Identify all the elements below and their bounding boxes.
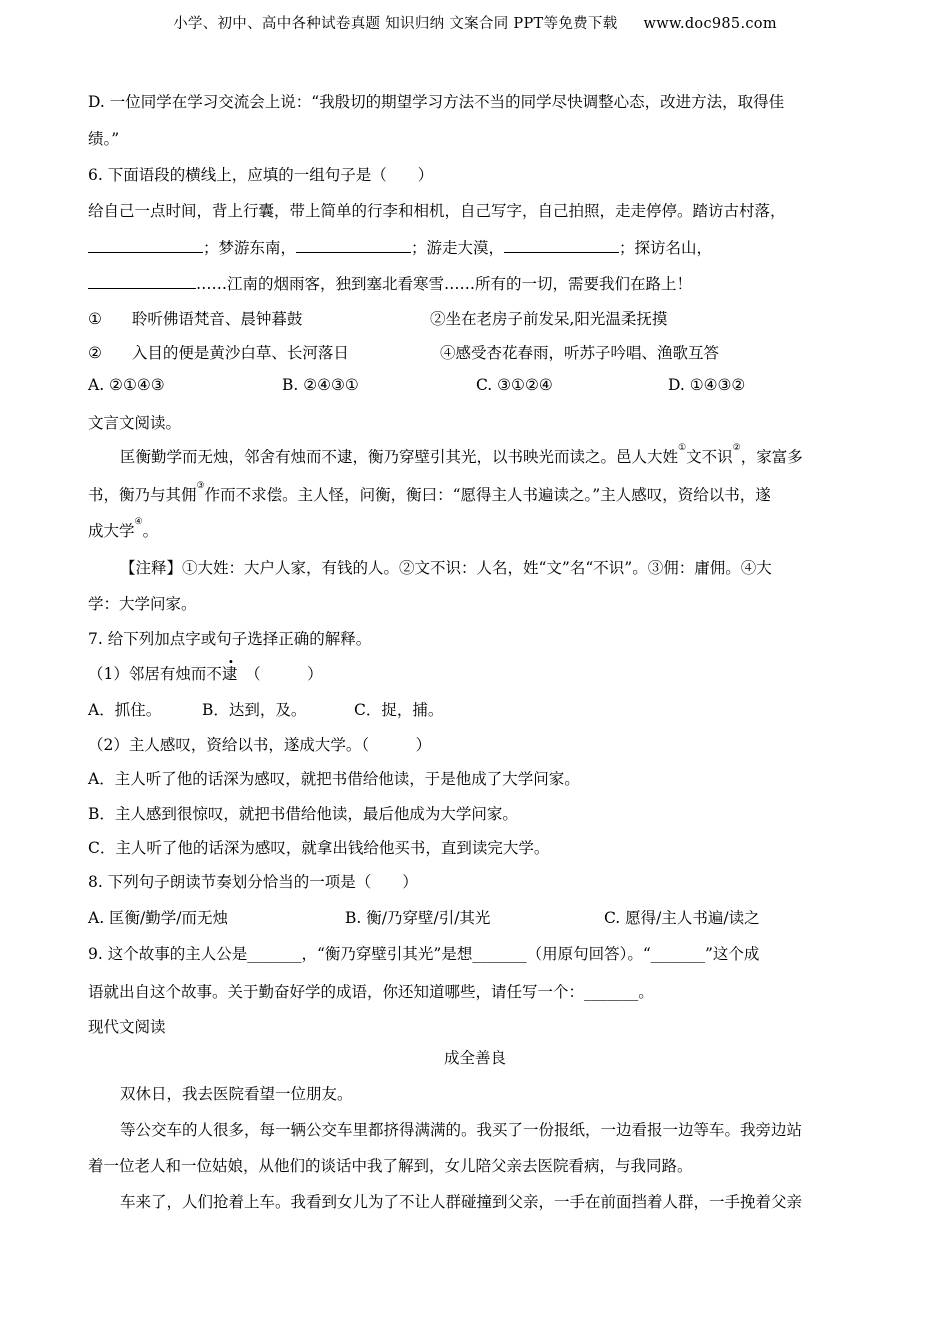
header-url[interactable]: www.doc985.com xyxy=(643,16,777,32)
q7-sub2-option-a[interactable]: A．主人听了他的话深为感叹，就把书借给他读，于是他成了大学问家。 xyxy=(88,770,580,788)
q7-sub1-text: （1）邻居有烛而不 xyxy=(88,665,222,683)
classical-passage-line1 xyxy=(120,445,803,467)
q8-stem: 8. 下列句子朗读节奏划分恰当的一项是（ ） xyxy=(88,873,418,891)
q6-paragraph-line1: 给自己一点时间，背上行囊，带上简单的行李和相机，自己写字，自己拍照，走走停停。踏访古村落， xyxy=(88,202,786,220)
note-ref-1: ① xyxy=(678,443,687,453)
passage-text-1b: 文不识 xyxy=(686,448,733,466)
passage-text-2b: 作而不求偿。主人怪，问衡，衡曰：“愿得主人书遍读之。”主人感叹，资给以书，遂 xyxy=(204,486,771,504)
q6-blank-4[interactable] xyxy=(88,273,196,289)
q9-line1: 9. 这个故事的主人公是_______，“衡乃穿壁引其光”是想_______（用原句回答）。“_______”这个成 xyxy=(88,945,760,963)
passage-text-3a: 成大学 xyxy=(88,522,135,540)
q6-paragraph-line2 xyxy=(88,236,712,258)
q6-blank-1[interactable] xyxy=(88,237,203,253)
q7-sub1-option-c[interactable]: C．捉，捕。 xyxy=(354,701,444,719)
classical-heading: 文言文阅读。 xyxy=(88,414,182,432)
article-title: 成全善良 xyxy=(443,1049,506,1067)
classical-passage-line2 xyxy=(88,483,771,505)
q6-segment-3: ；探访名山， xyxy=(619,239,713,257)
passage-text-2a: 书，衡乃与其佣 xyxy=(88,486,197,504)
article-paragraph-2-line2: 着一位老人和一位姑娘，从他们的谈话中我了解到，女儿陪父亲去医院看病，与我同路。 xyxy=(88,1157,693,1175)
q6-option-a[interactable]: A. ②①④③ xyxy=(88,376,165,394)
q6-option-c[interactable]: C. ③①②④ xyxy=(476,376,553,394)
q6-segment-2: ；游走大漠， xyxy=(411,239,505,257)
note-ref-3: ③ xyxy=(196,481,205,491)
q6-item-1-text: 聆听佛语梵音、晨钟暮鼓 xyxy=(131,310,303,328)
q6-segment-4: ……江南的烟雨客，独到塞北看寒雪……所有的一切，需要我们在路上！ xyxy=(196,275,693,293)
q7-sub1 xyxy=(88,662,323,684)
classical-passage-line3 xyxy=(88,519,158,541)
q9-line2: 语就出自这个故事。关于勤奋好学的成语，你还知道哪些，请任写一个：_______。 xyxy=(88,983,654,1001)
q6-stem: 6. 下面语段的横线上，应填的一组句子是（ ） xyxy=(88,166,434,184)
q6-paragraph-line3 xyxy=(88,272,692,294)
q6-item-3-text: 入目的便是黄沙白草、长河落日 xyxy=(131,344,349,362)
q8-option-a[interactable]: A. 匡衡/勤学/而无烛 xyxy=(88,909,228,927)
passage-text-3b: 。 xyxy=(142,522,159,540)
q8-option-b[interactable]: B. 衡/乃穿壁/引/其光 xyxy=(345,909,491,927)
q6-item-3-num: ② xyxy=(88,344,102,362)
q8-option-c[interactable]: C. 愿得/主人书遍/读之 xyxy=(604,909,760,927)
q5-option-d-line2: 绩。” xyxy=(88,130,120,148)
q5-option-d-line1: D. 一位同学在学习交流会上说：“我殷切的期望学习方法不当的同学尽快调整心态，改进方法，取得佳 xyxy=(88,93,785,111)
q6-option-d[interactable]: D. ①④③② xyxy=(668,376,746,394)
q7-sub1-option-a[interactable]: A．抓住。 xyxy=(88,701,162,719)
note-ref-4: ④ xyxy=(134,517,143,527)
passage-text-1a: 匡衡勤学而无烛，邻舍有烛而不逮，衡乃穿壁引其光，以书映光而读之。邑人大姓 xyxy=(120,448,679,466)
q6-blank-2[interactable] xyxy=(296,237,411,253)
q7-sub2: （2）主人感叹，资给以书，遂成大学。（ ） xyxy=(88,736,432,754)
q7-sub1-option-b[interactable]: B．达到，及。 xyxy=(202,701,307,719)
q6-segment-1: ；梦游东南， xyxy=(203,239,297,257)
article-paragraph-1: 双休日，我去医院看望一位朋友。 xyxy=(120,1085,353,1103)
page-header xyxy=(0,12,950,33)
article-paragraph-3-line1: 车来了，人们抢着上车。我看到女儿为了不让人群碰撞到父亲，一手在前面挡着人群，一手挽着父亲 xyxy=(120,1193,803,1211)
note-ref-2: ② xyxy=(732,443,741,453)
q6-blank-3[interactable] xyxy=(504,237,619,253)
q6-item-1 xyxy=(88,307,302,329)
passage-text-1c: ，家富多 xyxy=(740,448,803,466)
q6-item-2: ②坐在老房子前发呆,阳光温柔抚摸 xyxy=(430,310,668,328)
q7-dotted-char: 逮 xyxy=(221,665,238,683)
header-text: 小学、初中、高中各种试卷真题 知识归纳 文案合同 PPT等免费下载 xyxy=(173,16,618,32)
q7-stem: 7. 给下列加点字或句子选择正确的解释。 xyxy=(88,630,372,648)
q7-sub2-option-b[interactable]: B．主人感到很惊叹，就把书借给他读，最后他成为大学问家。 xyxy=(88,805,518,823)
q6-item-3 xyxy=(88,341,349,363)
q7-sub1-answer-slot[interactable]: （ ） xyxy=(237,665,323,683)
q7-sub2-option-c[interactable]: C．主人听了他的话深为感叹，就拿出钱给他买书，直到读完大学。 xyxy=(88,839,550,857)
classical-notes-line2: 学：大学问家。 xyxy=(88,595,197,613)
q6-item-1-num: ① xyxy=(88,310,102,328)
modern-heading: 现代文阅读 xyxy=(88,1018,166,1036)
q6-option-b[interactable]: B. ②④③① xyxy=(282,376,359,394)
classical-notes-line1: 【注释】①大姓：大户人家，有钱的人。②文不识：人名，姓“文”名“不识”。③佣：庸佣。④大 xyxy=(120,559,772,577)
article-paragraph-2-line1: 等公交车的人很多，每一辆公交车里都挤得满满的。我买了一份报纸，一边看报一边等车。我旁边站 xyxy=(120,1121,803,1139)
q6-item-4: ④感受杏花春雨，听苏子吟唱、渔歌互答 xyxy=(440,344,720,362)
